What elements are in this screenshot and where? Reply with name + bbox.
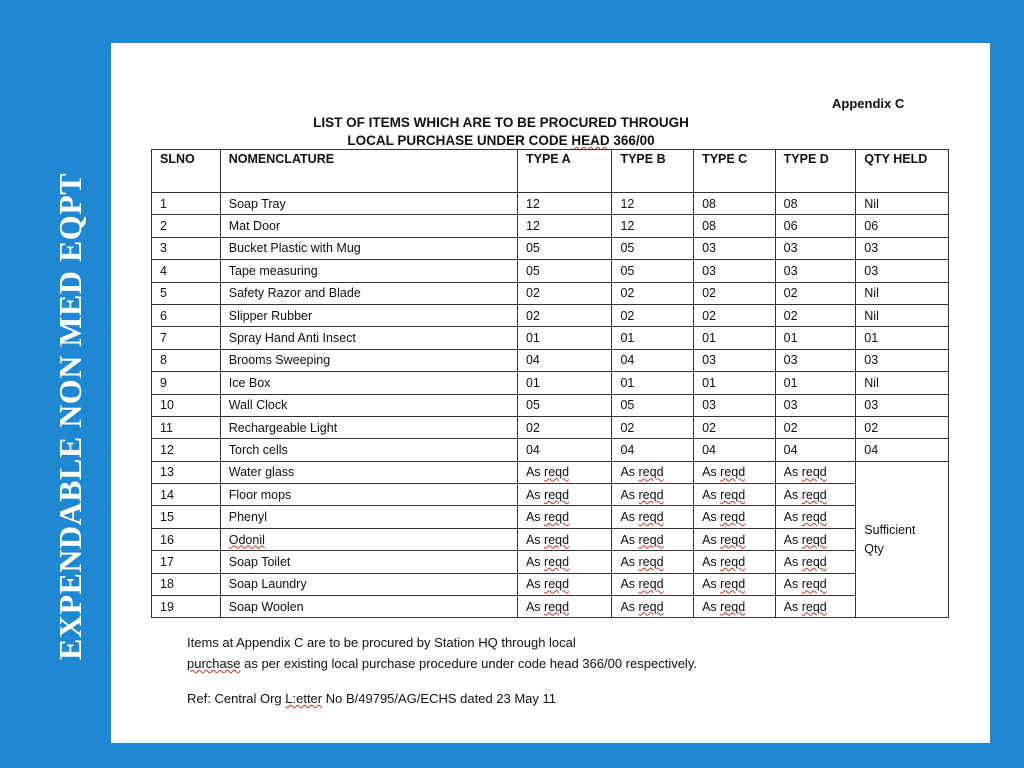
cell-nomenclature: Water glass	[220, 461, 517, 483]
cell-type-b: 05	[612, 237, 694, 259]
cell-slno: 10	[152, 394, 221, 416]
table-row	[152, 394, 949, 416]
cell-slno: 9	[152, 372, 221, 394]
note-line-2-part-b: as per existing local purchase procedure under code head 366/00 respectively.	[240, 656, 697, 671]
cell-type-c: 03	[694, 237, 776, 259]
cell-slno: 14	[152, 484, 221, 506]
table-row	[152, 349, 949, 371]
cell-nomenclature: Bucket Plastic with Mug	[220, 237, 517, 259]
cell-type-d: As reqd	[775, 528, 856, 550]
cell-type-d: 06	[775, 215, 856, 237]
cell-type-d: 02	[775, 416, 856, 438]
cell-slno: 12	[152, 439, 221, 461]
cell-type-a: As reqd	[517, 596, 611, 618]
cell-slno: 11	[152, 416, 221, 438]
qty-held-merged-line-1: Sufficient	[864, 522, 916, 537]
cell-slno: 3	[152, 237, 221, 259]
cell-type-d: 08	[775, 193, 856, 215]
cell-type-d: 02	[775, 304, 856, 326]
cell-type-d: 04	[775, 439, 856, 461]
cell-nomenclature: Torch cells	[220, 439, 517, 461]
cell-type-b: As reqd	[612, 461, 694, 483]
cell-slno: 5	[152, 282, 221, 304]
cell-slno: 4	[152, 260, 221, 282]
cell-nomenclature: Odonil	[220, 528, 517, 550]
column-header-type-d: TYPE D	[775, 150, 856, 193]
cell-qty-held: 03	[856, 237, 949, 259]
cell-qty-held: 06	[856, 215, 949, 237]
cell-type-b: 04	[612, 439, 694, 461]
cell-qty-held-merged	[856, 461, 949, 618]
reference-part-b: L:etter	[285, 691, 323, 706]
cell-type-c: As reqd	[694, 506, 776, 528]
table-row	[152, 551, 949, 573]
cell-type-b: 12	[612, 193, 694, 215]
heading-line-2	[301, 132, 701, 150]
cell-slno: 19	[152, 596, 221, 618]
cell-qty-held: 04	[856, 439, 949, 461]
cell-nomenclature: Soap Woolen	[220, 596, 517, 618]
document-page	[111, 43, 990, 743]
cell-slno: 2	[152, 215, 221, 237]
cell-type-d: 01	[775, 372, 856, 394]
cell-type-d: 03	[775, 260, 856, 282]
cell-type-d: 03	[775, 394, 856, 416]
cell-type-a: As reqd	[517, 461, 611, 483]
cell-type-b: As reqd	[612, 528, 694, 550]
cell-type-b: As reqd	[612, 573, 694, 595]
cell-type-b: 02	[612, 416, 694, 438]
table-body	[152, 193, 949, 618]
cell-nomenclature: Soap Toilet	[220, 551, 517, 573]
items-table	[151, 149, 949, 618]
cell-type-a: 12	[517, 215, 611, 237]
cell-nomenclature: Phenyl	[220, 506, 517, 528]
table-row	[152, 372, 949, 394]
cell-slno: 1	[152, 193, 221, 215]
cell-type-a: As reqd	[517, 484, 611, 506]
cell-type-a: 01	[517, 327, 611, 349]
table-row	[152, 461, 949, 483]
heading-line-2-part-a: LOCAL PURCHASE UNDER CODE	[347, 133, 572, 148]
cell-type-c: As reqd	[694, 461, 776, 483]
appendix-label: Appendix C	[832, 96, 905, 111]
table-row	[152, 260, 949, 282]
cell-type-a: 02	[517, 416, 611, 438]
cell-nomenclature: Soap Laundry	[220, 573, 517, 595]
cell-type-b: 12	[612, 215, 694, 237]
column-header-slno: SLNO	[152, 150, 221, 193]
cell-type-c: As reqd	[694, 484, 776, 506]
heading-line-2-part-b: HEAD	[571, 133, 610, 148]
cell-nomenclature: Rechargeable Light	[220, 416, 517, 438]
cell-qty-held: 01	[856, 327, 949, 349]
column-header-type-a: TYPE A	[517, 150, 611, 193]
cell-slno: 13	[152, 461, 221, 483]
cell-qty-held: Nil	[856, 282, 949, 304]
table-row	[152, 484, 949, 506]
cell-type-d: 03	[775, 237, 856, 259]
cell-type-b: As reqd	[612, 551, 694, 573]
cell-type-d: 02	[775, 282, 856, 304]
table-row	[152, 282, 949, 304]
cell-nomenclature: Floor mops	[220, 484, 517, 506]
cell-slno: 18	[152, 573, 221, 595]
cell-type-a: 02	[517, 282, 611, 304]
table-row	[152, 327, 949, 349]
cell-type-c: 02	[694, 304, 776, 326]
table-row	[152, 416, 949, 438]
cell-type-a: 05	[517, 394, 611, 416]
table-row	[152, 193, 949, 215]
cell-qty-held: 03	[856, 394, 949, 416]
cell-type-a: 01	[517, 372, 611, 394]
cell-type-a: As reqd	[517, 506, 611, 528]
cell-type-d: 01	[775, 327, 856, 349]
reference-part-c: No B/49795/AG/ECHS dated 23 May 11	[322, 691, 557, 706]
table-header-row	[152, 150, 949, 193]
reference-line	[187, 691, 556, 706]
note-line-1: Items at Appendix C are to be procured by Station HQ through local	[187, 635, 576, 650]
cell-nomenclature: Soap Tray	[220, 193, 517, 215]
cell-type-b: 02	[612, 304, 694, 326]
table-row	[152, 215, 949, 237]
cell-nomenclature: Safety Razor and Blade	[220, 282, 517, 304]
table-row	[152, 237, 949, 259]
cell-nomenclature: Spray Hand Anti Insect	[220, 327, 517, 349]
cell-type-c: 03	[694, 349, 776, 371]
cell-type-d: As reqd	[775, 506, 856, 528]
cell-type-c: As reqd	[694, 551, 776, 573]
table-row	[152, 506, 949, 528]
cell-type-c: 01	[694, 327, 776, 349]
cell-slno: 15	[152, 506, 221, 528]
table-row	[152, 596, 949, 618]
cell-type-d: As reqd	[775, 551, 856, 573]
cell-type-d: As reqd	[775, 461, 856, 483]
cell-slno: 17	[152, 551, 221, 573]
cell-type-c: 04	[694, 439, 776, 461]
cell-type-d: As reqd	[775, 573, 856, 595]
cell-qty-held: 02	[856, 416, 949, 438]
cell-type-c: 03	[694, 394, 776, 416]
cell-nomenclature: Tape measuring	[220, 260, 517, 282]
cell-nomenclature: Ice Box	[220, 372, 517, 394]
cell-type-d: 03	[775, 349, 856, 371]
cell-type-a: 02	[517, 304, 611, 326]
cell-type-b: 04	[612, 349, 694, 371]
reference-part-a: Ref: Central Org	[187, 691, 286, 706]
cell-type-b: As reqd	[612, 506, 694, 528]
table-row	[152, 573, 949, 595]
heading-line-2-part-c: 366/00	[609, 133, 655, 148]
cell-nomenclature: Mat Door	[220, 215, 517, 237]
cell-type-b: 05	[612, 260, 694, 282]
column-header-nomenclature: NOMENCLATURE	[220, 150, 517, 193]
cell-nomenclature: Brooms Sweeping	[220, 349, 517, 371]
cell-type-a: 04	[517, 439, 611, 461]
note-line-2-part-a: purchase	[187, 656, 241, 671]
cell-type-c: As reqd	[694, 596, 776, 618]
cell-type-a: As reqd	[517, 551, 611, 573]
cell-nomenclature: Wall Clock	[220, 394, 517, 416]
table-row	[152, 439, 949, 461]
cell-type-d: As reqd	[775, 596, 856, 618]
cell-type-a: 05	[517, 260, 611, 282]
cell-slno: 6	[152, 304, 221, 326]
cell-type-a: As reqd	[517, 528, 611, 550]
document-heading	[301, 114, 701, 150]
cell-type-a: 04	[517, 349, 611, 371]
cell-type-d: As reqd	[775, 484, 856, 506]
cell-type-c: As reqd	[694, 528, 776, 550]
cell-slno: 8	[152, 349, 221, 371]
cell-slno: 16	[152, 528, 221, 550]
cell-type-a: As reqd	[517, 573, 611, 595]
cell-type-a: 12	[517, 193, 611, 215]
table-row	[152, 528, 949, 550]
column-header-qty-held: QTY HELD	[856, 150, 949, 193]
cell-nomenclature: Slipper Rubber	[220, 304, 517, 326]
cell-type-c: 01	[694, 372, 776, 394]
cell-type-c: 08	[694, 193, 776, 215]
cell-slno: 7	[152, 327, 221, 349]
cell-type-c: 02	[694, 416, 776, 438]
column-header-type-b: TYPE B	[612, 150, 694, 193]
cell-type-c: 03	[694, 260, 776, 282]
cell-qty-held: 03	[856, 260, 949, 282]
cell-qty-held: 03	[856, 349, 949, 371]
cell-type-c: 08	[694, 215, 776, 237]
cell-qty-held: Nil	[856, 372, 949, 394]
cell-type-b: 02	[612, 282, 694, 304]
cell-type-b: As reqd	[612, 596, 694, 618]
heading-line-1: LIST OF ITEMS WHICH ARE TO BE PROCURED THROUGH	[313, 115, 689, 130]
cell-type-b: 05	[612, 394, 694, 416]
cell-qty-held: Nil	[856, 304, 949, 326]
qty-held-merged-line-2: Qty	[864, 541, 884, 556]
cell-type-b: As reqd	[612, 484, 694, 506]
cell-type-b: 01	[612, 327, 694, 349]
note-line-2	[187, 656, 697, 671]
slide-title: EXPENDABLE NON MED EQPT	[52, 172, 88, 660]
column-header-type-c: TYPE C	[694, 150, 776, 193]
table-row	[152, 304, 949, 326]
cell-type-a: 05	[517, 237, 611, 259]
cell-type-c: As reqd	[694, 573, 776, 595]
cell-qty-held: Nil	[856, 193, 949, 215]
cell-type-b: 01	[612, 372, 694, 394]
cell-type-c: 02	[694, 282, 776, 304]
